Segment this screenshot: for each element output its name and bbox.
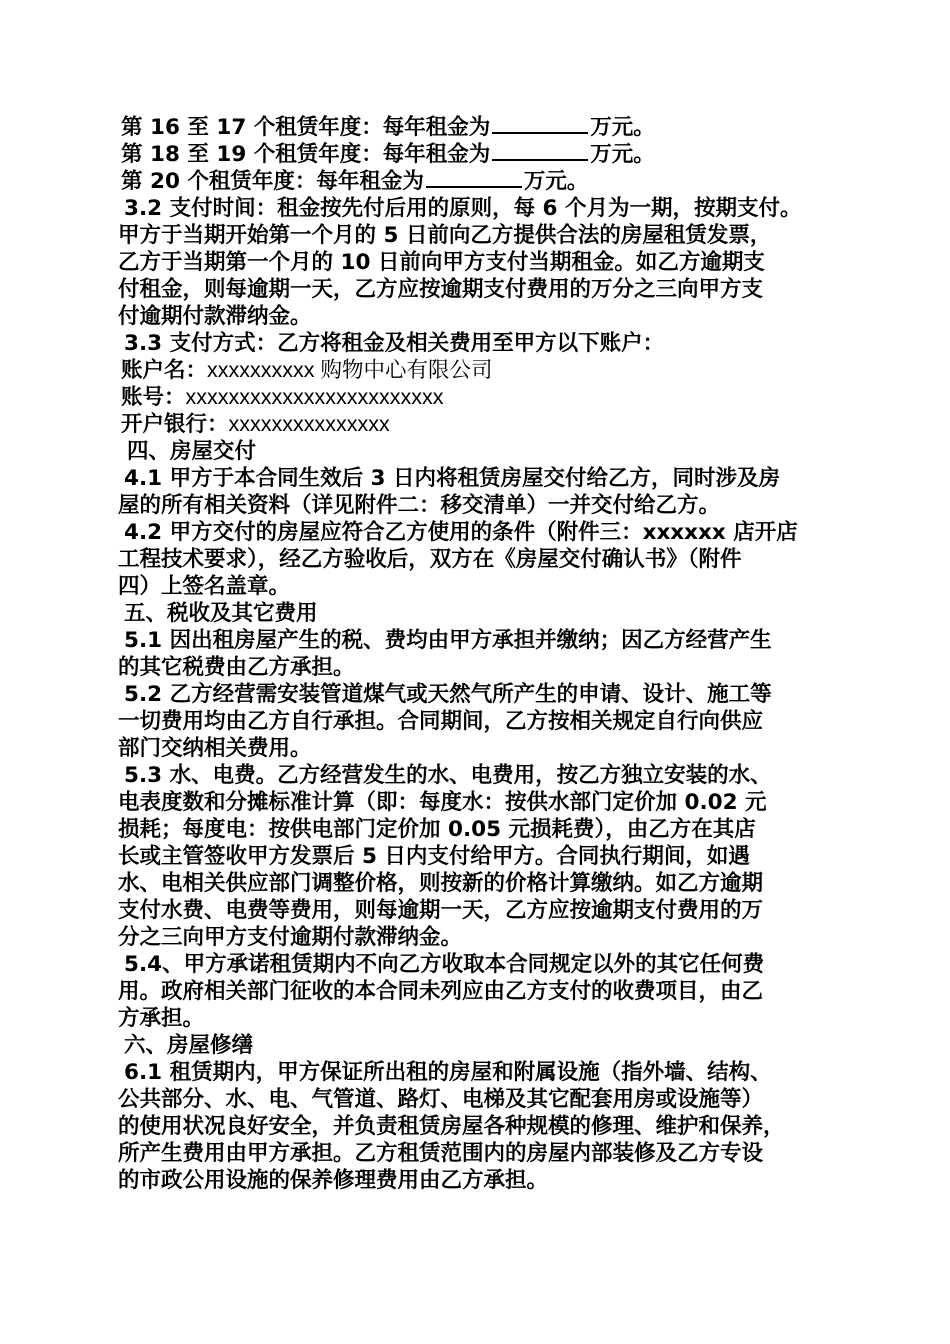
section4-line: 4.1 甲方于本合同生效后 3 日内将租赁房屋交付给乙方，同时涉及房 [124,466,781,491]
section4-line: 四）上签名盖章。 [118,574,291,599]
section4-line: 工程技术要求），经乙方验收后，双方在《房屋交付确认书》（附件 [118,547,742,572]
payment-time-line: 3.2 支付时间：租金按先付后用的原则，每 6 个月为一期，按期支付。 [124,196,802,221]
rent-line-18-19: 第 18 至 19 个租赁年度：每年租金为 万元。 [121,142,655,167]
section5-line: 水、电相关供应部门调整价格，则按新的价格计算缴纳。如乙方逾期 [118,871,764,896]
rent-blank-field [426,168,522,188]
account-number-value: xxxxxxxxxxxxxxxxxxxxxxxx [185,385,444,409]
account-bank-line: 开户银行：xxxxxxxxxxxxxxx [121,412,390,437]
payment-time-line: 乙方于当期第一个月的 10 日前向甲方支付当期租金。如乙方逾期支 [118,250,765,275]
section5-line: 分之三向甲方支付逾期付款滞纳金。 [118,925,463,950]
section6-line: 的使用状况良好安全，并负责租赁房屋各种规模的修理、维护和保养， [118,1114,785,1139]
payment-time-line: 甲方于当期开始第一个月的 5 日前向乙方提供合法的房屋租赁发票， [118,223,772,248]
rent-line-20: 第 20 个租赁年度：每年租金为 万元。 [121,169,589,194]
payment-method-line: 3.3 支付方式：乙方将租金及相关费用至甲方以下账户： [124,331,665,356]
section5-line: 部门交纳相关费用。 [118,736,312,761]
account-bank-value: xxxxxxxxxxxxxxx [228,412,390,436]
section5-line: 用。政府相关部门征收的本合同未列应由乙方支付的收费项目，由乙 [118,979,764,1004]
rent-blank-field [492,114,588,134]
section5-line: 损耗；每度电：按供电部门定价加 0.05 元损耗费），由乙方在其店 [118,817,756,842]
rent-blank-field [492,141,588,161]
section5-line: 电表度数和分摊标准计算（即：每度水：按供水部门定价加 0.02 元 [118,790,767,815]
section6-line: 6.1 租赁期内，甲方保证所出租的房屋和附属设施（指外墙、结构、 [124,1060,772,1085]
section5-line: 5.2 乙方经营需安装管道煤气或天然气所产生的申请、设计、施工等 [124,682,772,707]
section5-line: 5.3 水、电费。乙方经营发生的水、电费用，按乙方独立安装的水、 [124,763,772,788]
section4-line: 4.2 甲方交付的房屋应符合乙方使用的条件（附件三：xxxxxx 店开店 [124,520,798,545]
section-heading-taxes: 五、税收及其它费用 [124,601,318,626]
section5-line: 5.4、甲方承诺租赁期内不向乙方收取本合同规定以外的其它任何费 [124,952,765,977]
section5-line: 5.1 因出租房屋产生的税、费均由甲方承担并缴纳；因乙方经营产生 [124,628,772,653]
section5-line: 长或主管签收甲方发票后 5 日内支付给甲方。合同执行期间，如遇 [118,844,750,869]
section6-line: 所产生费用由甲方承担。乙方租赁范围内的房屋内部装修及乙方专设 [118,1141,764,1166]
payment-time-line: 付租金，则每逾期一天，乙方应按逾期支付费用的万分之三向甲方支 [118,277,764,302]
section5-line: 方承担。 [118,1006,205,1031]
account-number-line: 账号：xxxxxxxxxxxxxxxxxxxxxxxx [121,385,444,410]
section5-line: 支付水费、电费等费用，则每逾期一天，乙方应按逾期支付费用的万 [118,898,764,923]
section6-line: 的市政公用设施的保养修理费用由乙方承担。 [118,1168,549,1193]
section-heading-repairs: 六、房屋修缮 [124,1033,254,1058]
account-name-value: xxxxxxxxxx 购物中心有限公司 [207,358,493,382]
section-heading-delivery: 四、房屋交付 [127,439,257,464]
section5-line: 的其它税费由乙方承担。 [118,655,355,680]
document-body [118,114,842,1194]
account-name-line: 账户名：xxxxxxxxxx 购物中心有限公司 [121,358,493,383]
section4-line: 屋的所有相关资料（详见附件二：移交清单）一并交付给乙方。 [118,493,721,518]
rent-line-16-17: 第 16 至 17 个租赁年度：每年租金为 万元。 [121,115,655,140]
section6-line: 公共部分、水、电、气管道、路灯、电梯及其它配套用房或设施等） [118,1087,764,1112]
section5-line: 一切费用均由乙方自行承担。合同期间，乙方按相关规定自行向供应 [118,709,764,734]
payment-time-line: 付逾期付款滞纳金。 [118,304,312,329]
